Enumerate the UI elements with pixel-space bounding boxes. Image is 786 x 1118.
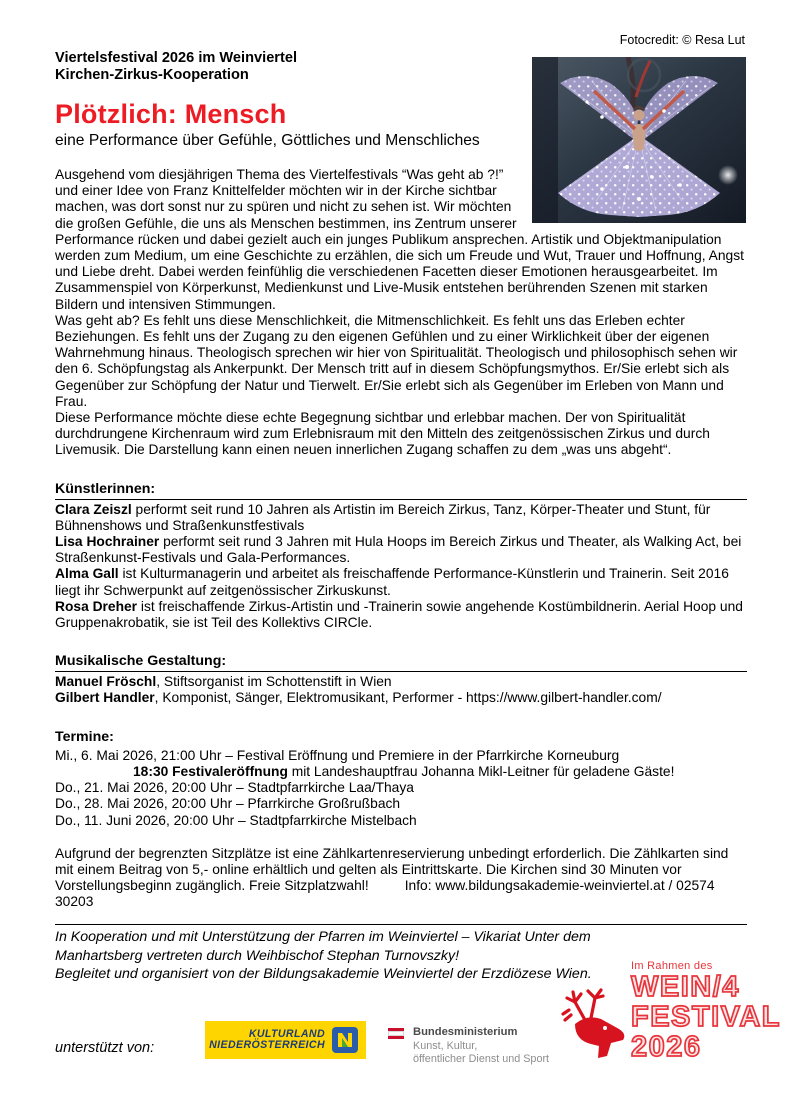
kulturland-logo-text <box>209 1029 325 1052</box>
tickets-info: Info: www.bildungsakademie-weinviertel.at / 02574 30203 <box>55 878 715 910</box>
deer-head-icon <box>561 986 631 1060</box>
ministry-line-2: Kunst, Kultur, <box>413 1039 478 1052</box>
artist-name: Alma Gall <box>55 566 119 582</box>
ministry-line-3: öffentlicher Dienst und Sport <box>413 1053 550 1065</box>
artist-entry <box>55 566 747 598</box>
ministry-line-1: Bundesministerium <box>413 1026 518 1038</box>
date-line: Mi., 6. Mai 2026, 21:00 Uhr – Festival Eröffnung und Premiere in der Pfarrkirche Korneuburg <box>55 747 620 763</box>
cooperation-note <box>55 928 615 984</box>
musician-desc: , Stiftsorganist im Schottenstift in Wien <box>156 674 392 690</box>
wein4-line-3: 2026 <box>631 1031 702 1063</box>
kicker-line-1: Viertelsfestival 2026 im Weinviertel <box>55 50 298 66</box>
date-line: Do., 21. Mai 2026, 20:00 Uhr – Stadtpfarrkirche Laa/Thaya <box>55 780 414 796</box>
wein4-festival-logo <box>561 960 782 1063</box>
wein4-tagline: Im Rahmen des <box>631 960 713 972</box>
artist-entry <box>55 534 747 566</box>
opening-time: 18:30 Festivaleröffnung <box>133 763 288 779</box>
musician-name: Gilbert Handler <box>55 690 155 706</box>
wein4-wordmark <box>631 972 781 1062</box>
dates-heading: Termine: <box>55 728 114 745</box>
bundesministerium-text <box>413 1026 549 1067</box>
cooperation-line-2: Begleitet und organisiert von der Bildungsakademie Weinviertel der Erzdiözese Wien. <box>55 966 592 983</box>
artists-heading: Künstlerinnen: <box>55 480 747 500</box>
divider-rule <box>55 924 747 925</box>
main-column <box>55 50 747 984</box>
body-text <box>55 167 747 459</box>
cooperation-line-1: In Kooperation und mit Unterstützung der Pfarren im Weinviertel – Vikariat Unter dem Manhartsberg vertreten durch Weihbischof Stephan Turnovszky! <box>55 929 591 964</box>
artist-name: Rosa Dreher <box>55 598 138 614</box>
musician-name: Manuel Fröschl <box>55 674 157 690</box>
page-title: Plötzlich: Mensch <box>55 99 287 129</box>
kulturland-line-2: NIEDERÖSTERREICH <box>209 1039 325 1051</box>
artist-entry <box>55 502 747 534</box>
kulturland-line-1: KULTURLAND <box>248 1027 325 1040</box>
kulturland-niederoesterreich-logo <box>205 1021 366 1059</box>
photo-credit: Fotocredit: © Resa Lut <box>619 33 745 47</box>
wein4-line-2: FESTIVAL <box>631 1001 782 1033</box>
image-wrap-spacer <box>520 167 747 227</box>
page-subtitle: eine Performance über Gefühle, Göttliches und Menschliches <box>55 132 480 149</box>
date-opening-line <box>55 764 747 780</box>
austria-flag-icon <box>388 1028 404 1039</box>
date-line: Do., 28. Mai 2026, 20:00 Uhr – Pfarrkirche Großrußbach <box>55 796 401 812</box>
artist-name: Clara Zeiszl <box>55 501 132 517</box>
section-artists <box>55 480 747 632</box>
artist-name: Lisa Hochrainer <box>55 534 160 550</box>
musician-desc: , Komponist, Sänger, Elektromusikant, Performer - https://www.gilbert-handler.com/ <box>154 690 662 706</box>
body-paragraph-3: Diese Performance möchte diese echte Begegnung sichtbar und erlebbar machen. Der von Spiritualität durchdrungene Kirchenraum wird zum Erlebnisraum mit den Mitteln des zeitgenössischen Zirkus und durch Livemusik. Die Darstellung kann einen neuen innerlichen Zugang schaffen zu dem „was uns abgeht“. <box>55 410 710 458</box>
musician-entry <box>55 674 747 690</box>
musician-entry <box>55 690 747 706</box>
body-paragraph-2: Was geht ab? Es fehlt uns diese Menschlichkeit, die Mitmenschlichkeit. Es fehlt uns das Erleben echter Beziehungen. Es fehlt uns der Zugang zu den eigenen Gefühlen und zu einer Wirklichkeit über der eigenen Wahrnehmung hinaus. Theologisch sprechen wir hier von Spiritualität. Theologisch und philosophisch sehen wir den 6. Schöpfungstag als Ankerpunkt. Der Mensch tritt auf in diesem Schöpfungsmythos. Er/Sie erlebt sich als Gegenüber zur Schöpfung der Natur und Tierwelt. Er/Sie erlebt sich als Gegenüber im Erleben von Mann und Frau. <box>55 312 738 409</box>
music-heading: Musikalische Gestaltung: <box>55 652 747 672</box>
artist-entry <box>55 599 747 631</box>
kicker <box>55 50 747 84</box>
opening-rest: mit Landeshauptfrau Johanna Mikl-Leitner für geladene Gäste! <box>287 763 675 779</box>
artist-bio: performt seit rund 10 Jahren als Artistin im Bereich Zirkus, Tanz, Körper-Theater und Stunt, für Bühnenshows und Straßenkunstfestivals <box>55 501 711 533</box>
bundesministerium-logo <box>388 1026 549 1067</box>
artist-bio: performt seit rund 3 Jahren mit Hula Hoops im Bereich Zirkus und Theater, als Walking Act, bei Straßenkunst-Festivals und Gala-Performances. <box>55 534 742 566</box>
section-dates <box>55 728 747 829</box>
artist-bio: ist Kulturmanagerin und arbeitet als freischaffende Performance-Künstlerin und Trainerin. Seit 2016 liegt ihr Schwerpunkt auf zeitgenössischer Zirkuskunst. <box>55 566 729 598</box>
tickets-paragraph <box>55 846 747 911</box>
supported-by-label: unterstützt von: <box>55 1040 155 1056</box>
kicker-line-2: Kirchen-Zirkus-Kooperation <box>55 67 249 83</box>
date-line: Do., 11. Juni 2026, 20:00 Uhr – Stadtpfarrkirche Mistelbach <box>55 812 417 828</box>
tickets-text: Aufgrund der begrenzten Sitzplätze ist eine Zählkartenreservierung unbedingt erforderlich. Die Zählkarten sind mit einem Beitrag von 5,- online erhältlich und gelten als Eintrittskarte. Die Kirchen sind 30 Minuten vor Vorstellungsbeginn zugänglich. Freie Sitzplatzwahl! <box>55 845 729 894</box>
kulturland-n-icon <box>332 1027 358 1053</box>
body-paragraph-1-text: Ausgehend vom diesjährigen Thema des Viertelfestivals “Was geht ab ?!” und einer Idee von Franz Knittelfelder möchten wir in der Kirche sichtbar machen, was dort sonst nur zu spüren und nicht zu sehen ist. Wir möchten die großen Gefühle, die uns als Menschen bestimmen, ins Zentrum unserer Performance rücken und dabei gezielt auch ein junges Publikum ansprechen. Artistik und Objektmanipulation werden zum Medium, um eine Geschichte zu erzählen, die sich um Freude und Wut, Trauer und Hoffnung, Angst und Liebe dreht. Dabei werden feinfühlig die verschiedenen Facetten dieser Emotionen herausgearbeitet. Im Zusammenspiel von Körperkunst, Medienkunst und Live-Musik entstehen berührenden Szenen mit starken Bildern und intensiven Stimmungen. <box>55 167 744 312</box>
artist-bio: ist freischaffende Zirkus-Artistin und -Trainerin sowie angehende Kostümbildnerin. Aerial Hoop und Gruppenakrobatik, sie ist Teil des Kollektivs CIRCle. <box>55 598 743 631</box>
body-paragraph-1 <box>55 167 747 313</box>
section-music <box>55 652 747 706</box>
wein4-line-1: WEIN/4 <box>631 971 740 1003</box>
